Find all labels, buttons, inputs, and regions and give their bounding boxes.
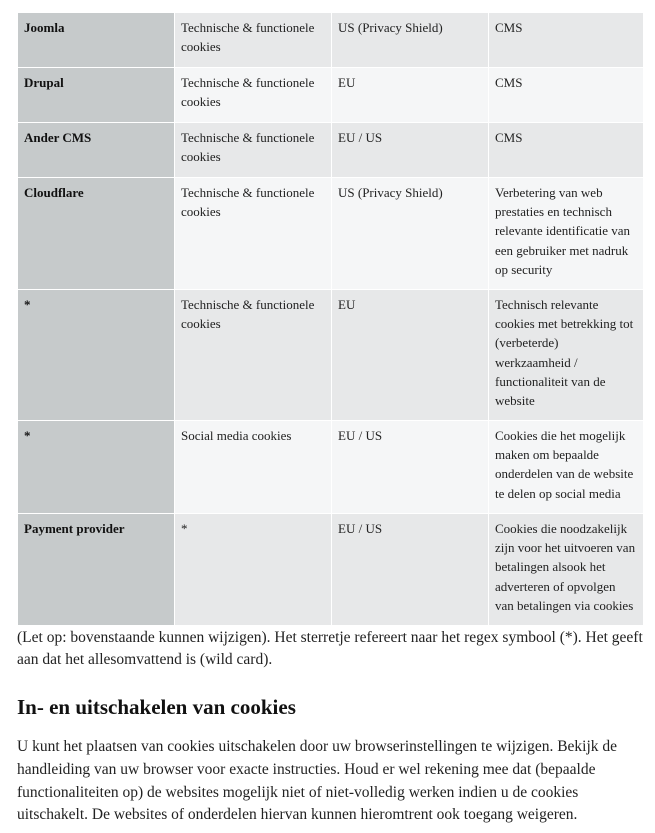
table-note: (Let op: bovenstaande kunnen wijzigen). Het sterretje refereert naar het regex symbool (*). Het geeft aan dat het allesomvattend is (wild card). — [17, 629, 643, 668]
table-row — [18, 13, 644, 68]
cookie-purpose: Cookies die noodzakelijk zijn voor het uitvoeren van betalingen alsook het adverteren of opvolgen van betalingen via cookies — [489, 514, 644, 626]
cookie-location: EU / US — [332, 123, 489, 178]
cookie-type: Technische & functionele cookies — [175, 13, 332, 68]
cookie-name: Payment provider — [18, 514, 175, 626]
cookie-location: US (Privacy Shield) — [332, 178, 489, 290]
cookie-type: Technische & functionele cookies — [175, 290, 332, 421]
cookie-purpose: CMS — [489, 13, 644, 68]
cookie-purpose: CMS — [489, 68, 644, 123]
cookie-table — [17, 12, 644, 626]
cookie-location: EU — [332, 290, 489, 421]
table-row — [18, 290, 644, 421]
table-row — [18, 421, 644, 514]
cookie-location: EU / US — [332, 514, 489, 626]
cookie-name: Joomla — [18, 13, 175, 68]
table-row — [18, 514, 644, 626]
cookie-purpose: Verbetering van web prestaties en technisch relevante identificatie van een gebruiker met nadruk op security — [489, 178, 644, 290]
cookie-name: Drupal — [18, 68, 175, 123]
cookie-location: EU / US — [332, 421, 489, 514]
section-heading: In- en uitschakelen van cookies — [17, 695, 296, 719]
cookie-name: Cloudflare — [18, 178, 175, 290]
cookie-type: * — [175, 514, 332, 626]
cookie-name: * — [18, 421, 175, 514]
cookie-name: * — [18, 290, 175, 421]
table-row — [18, 178, 644, 290]
table-row — [18, 68, 644, 123]
cookie-location: EU — [332, 68, 489, 123]
cookie-purpose: Technisch relevante cookies met betrekking tot (verbeterde) werkzaamheid / functionaliteit van de website — [489, 290, 644, 421]
cookie-location: US (Privacy Shield) — [332, 13, 489, 68]
cookie-type: Technische & functionele cookies — [175, 178, 332, 290]
cookie-type: Technische & functionele cookies — [175, 68, 332, 123]
cookie-purpose: CMS — [489, 123, 644, 178]
table-row — [18, 123, 644, 178]
cookie-type: Social media cookies — [175, 421, 332, 514]
cookie-purpose: Cookies die het mogelijk maken om bepaalde onderdelen van de website te delen op social media — [489, 421, 644, 514]
cookie-type: Technische & functionele cookies — [175, 123, 332, 178]
cookie-name: Ander CMS — [18, 123, 175, 178]
section-paragraph: U kunt het plaatsen van cookies uitschakelen door uw browserinstellingen te wijzigen. Bekijk de handleiding van uw browser voor exacte instructies. Houd er wel rekening mee dat (bepaalde functionaliteiten op) de websites mogelijk niet of niet-volledig werken indien u de cookies uitschakelt. De websites of onderdelen hiervan kunnen hieromtrent ook toegang weigeren. — [17, 738, 618, 824]
